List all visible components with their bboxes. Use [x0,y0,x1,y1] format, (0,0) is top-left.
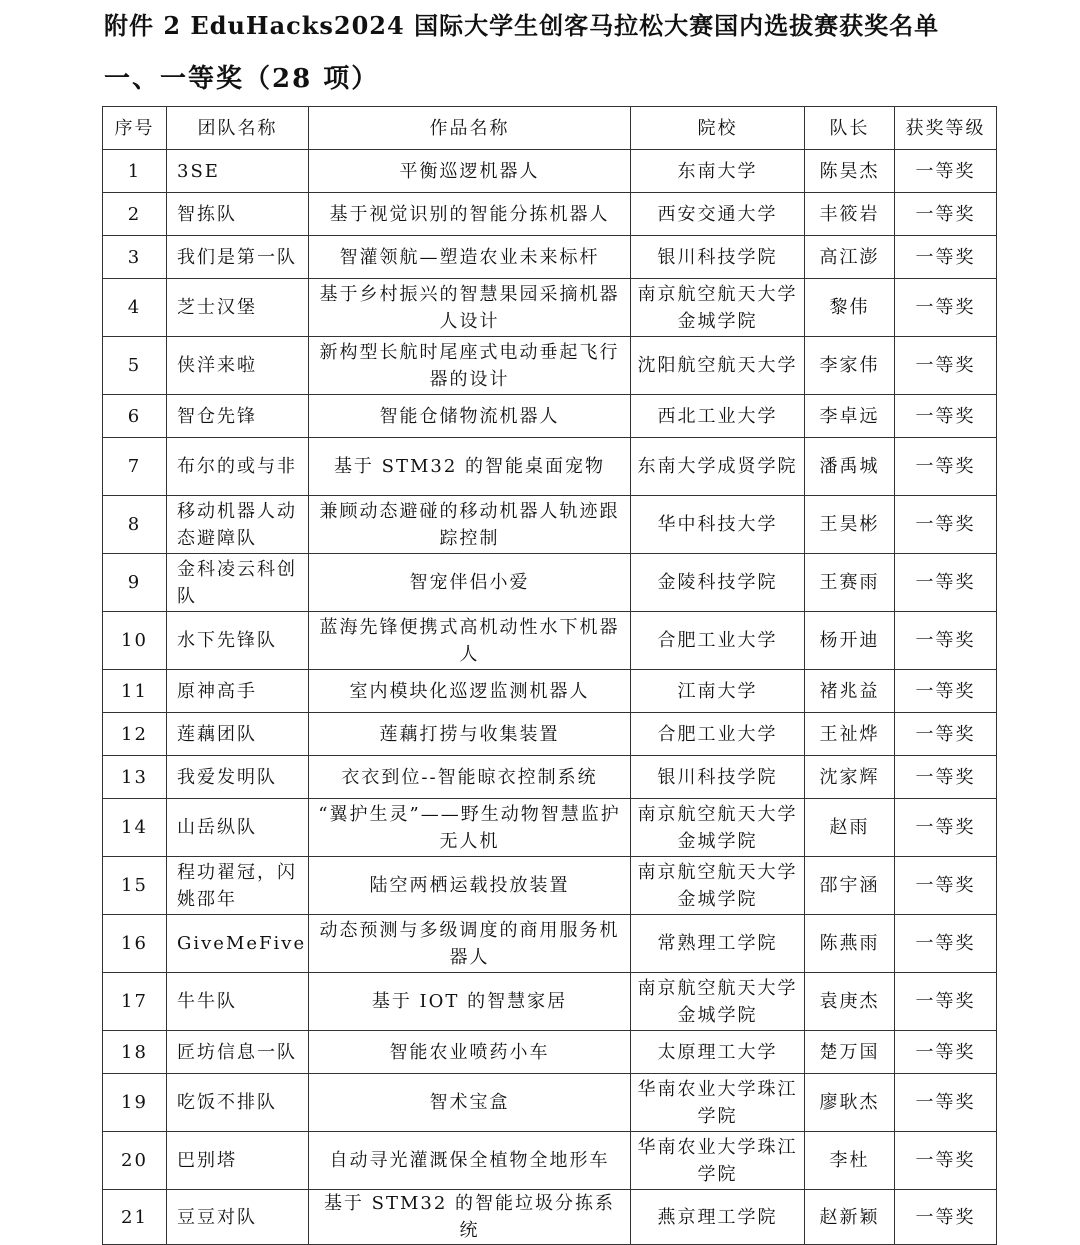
table-row [103,612,997,670]
cell-captain: 廖耿杰 [805,1074,895,1132]
cell-seq: 2 [103,193,167,236]
cell-seq: 10 [103,612,167,670]
cell-captain: 王赛雨 [805,554,895,612]
table-row [103,337,997,395]
table-row [103,193,997,236]
cell-school: 合肥工业大学 [631,713,805,756]
cell-award: 一等奖 [895,1031,997,1074]
cell-captain: 李杜 [805,1132,895,1190]
cell-school: 西安交通大学 [631,193,805,236]
cell-captain: 袁庚杰 [805,973,895,1031]
header-work: 作品名称 [309,107,631,150]
cell-team: 程功翟冠，闪姚邵年 [167,857,309,915]
cell-award: 一等奖 [895,612,997,670]
table-row [103,150,997,193]
cell-seq: 9 [103,554,167,612]
cell-seq: 6 [103,395,167,438]
cell-work: 莲藕打捞与收集装置 [309,713,631,756]
header-award: 获奖等级 [895,107,997,150]
cell-captain: 潘禹城 [805,438,895,496]
cell-work: 陆空两栖运载投放装置 [309,857,631,915]
table-row [103,915,997,973]
cell-award: 一等奖 [895,857,997,915]
table-row [103,438,997,496]
table-row [103,670,997,713]
cell-award: 一等奖 [895,554,997,612]
table-row [103,1074,997,1132]
cell-work: 衣衣到位--智能晾衣控制系统 [309,756,631,799]
cell-team: 芝士汉堡 [167,279,309,337]
cell-team: 智仓先锋 [167,395,309,438]
cell-captain: 赵新颖 [805,1190,895,1245]
table-row [103,1031,997,1074]
cell-seq: 20 [103,1132,167,1190]
cell-work: 蓝海先锋便携式高机动性水下机器人 [309,612,631,670]
table-row [103,236,997,279]
cell-seq: 5 [103,337,167,395]
award-table [102,106,997,1245]
table-row [103,1132,997,1190]
cell-award: 一等奖 [895,1132,997,1190]
cell-team: 吃饭不排队 [167,1074,309,1132]
cell-work: 室内模块化巡逻监测机器人 [309,670,631,713]
table-row [103,973,997,1031]
cell-seq: 12 [103,713,167,756]
cell-school: 东南大学成贤学院 [631,438,805,496]
cell-work: 兼顾动态避碰的移动机器人轨迹跟踪控制 [309,496,631,554]
cell-school: 银川科技学院 [631,236,805,279]
cell-team: 侠洋来啦 [167,337,309,395]
cell-school: 东南大学 [631,150,805,193]
cell-captain: 陈昊杰 [805,150,895,193]
cell-award: 一等奖 [895,973,997,1031]
cell-team: GiveMeFive [167,915,309,973]
cell-seq: 7 [103,438,167,496]
cell-award: 一等奖 [895,713,997,756]
cell-captain: 邵宇涵 [805,857,895,915]
cell-work: 新构型长航时尾座式电动垂起飞行器的设计 [309,337,631,395]
cell-award: 一等奖 [895,337,997,395]
cell-seq: 8 [103,496,167,554]
cell-award: 一等奖 [895,1074,997,1132]
cell-team: 巴别塔 [167,1132,309,1190]
header-school: 院校 [631,107,805,150]
cell-work: 基于 STM32 的智能桌面宠物 [309,438,631,496]
cell-team: 莲藕团队 [167,713,309,756]
header-team: 团队名称 [167,107,309,150]
cell-captain: 黎伟 [805,279,895,337]
cell-team: 3SE [167,150,309,193]
table-row [103,1190,997,1245]
cell-captain: 陈燕雨 [805,915,895,973]
cell-seq: 16 [103,915,167,973]
cell-captain: 王祉烨 [805,713,895,756]
table-header-row [103,107,997,150]
cell-captain: 杨开迪 [805,612,895,670]
cell-award: 一等奖 [895,756,997,799]
cell-school: 西北工业大学 [631,395,805,438]
cell-school: 燕京理工学院 [631,1190,805,1245]
cell-team: 移动机器人动态避障队 [167,496,309,554]
cell-award: 一等奖 [895,395,997,438]
cell-seq: 18 [103,1031,167,1074]
cell-award: 一等奖 [895,193,997,236]
table-row [103,756,997,799]
cell-work: 基于 STM32 的智能垃圾分拣系统 [309,1190,631,1245]
cell-seq: 13 [103,756,167,799]
cell-captain: 高江澎 [805,236,895,279]
cell-team: 金科凌云科创队 [167,554,309,612]
cell-school: 华南农业大学珠江学院 [631,1132,805,1190]
cell-work: 智灌领航—塑造农业未来标杆 [309,236,631,279]
cell-team: 牛牛队 [167,973,309,1031]
cell-seq: 3 [103,236,167,279]
cell-work: 平衡巡逻机器人 [309,150,631,193]
table-row [103,857,997,915]
cell-captain: 楚万国 [805,1031,895,1074]
cell-seq: 11 [103,670,167,713]
cell-work: 基于视觉识别的智能分拣机器人 [309,193,631,236]
cell-seq: 21 [103,1190,167,1245]
cell-team: 水下先锋队 [167,612,309,670]
cell-seq: 17 [103,973,167,1031]
cell-award: 一等奖 [895,1190,997,1245]
cell-award: 一等奖 [895,279,997,337]
cell-work: “翼护生灵”——野生动物智慧监护无人机 [309,799,631,857]
cell-work: 动态预测与多级调度的商用服务机器人 [309,915,631,973]
cell-school: 华南农业大学珠江学院 [631,1074,805,1132]
header-seq: 序号 [103,107,167,150]
cell-seq: 14 [103,799,167,857]
table-row [103,279,997,337]
cell-work: 智能农业喷药小车 [309,1031,631,1074]
cell-school: 沈阳航空航天大学 [631,337,805,395]
cell-work: 智术宝盒 [309,1074,631,1132]
table-row [103,395,997,438]
cell-award: 一等奖 [895,496,997,554]
header-captain: 队长 [805,107,895,150]
cell-work: 基于乡村振兴的智慧果园采摘机器人设计 [309,279,631,337]
cell-team: 山岳纵队 [167,799,309,857]
cell-captain: 褚兆益 [805,670,895,713]
cell-seq: 15 [103,857,167,915]
cell-seq: 4 [103,279,167,337]
cell-school: 南京航空航天大学金城学院 [631,279,805,337]
cell-team: 我爱发明队 [167,756,309,799]
cell-team: 智拣队 [167,193,309,236]
document-title: 附件 2 EduHacks2024 国际大学生创客马拉松大赛国内选拔赛获奖名单 [104,11,940,40]
cell-team: 豆豆对队 [167,1190,309,1245]
cell-seq: 1 [103,150,167,193]
cell-captain: 沈家辉 [805,756,895,799]
cell-award: 一等奖 [895,670,997,713]
cell-captain: 赵雨 [805,799,895,857]
cell-work: 智能仓储物流机器人 [309,395,631,438]
cell-work: 自动寻光灌溉保全植物全地形车 [309,1132,631,1190]
cell-school: 华中科技大学 [631,496,805,554]
cell-school: 常熟理工学院 [631,915,805,973]
cell-captain: 李家伟 [805,337,895,395]
cell-school: 南京航空航天大学金城学院 [631,857,805,915]
cell-school: 银川科技学院 [631,756,805,799]
cell-captain: 李卓远 [805,395,895,438]
cell-school: 江南大学 [631,670,805,713]
cell-award: 一等奖 [895,236,997,279]
cell-award: 一等奖 [895,438,997,496]
cell-school: 合肥工业大学 [631,612,805,670]
cell-team: 布尔的或与非 [167,438,309,496]
cell-work: 基于 IOT 的智慧家居 [309,973,631,1031]
section-heading: 一、一等奖（28 项） [104,64,380,94]
cell-team: 原神高手 [167,670,309,713]
cell-award: 一等奖 [895,150,997,193]
table-row [103,496,997,554]
cell-team: 我们是第一队 [167,236,309,279]
cell-school: 太原理工大学 [631,1031,805,1074]
cell-school: 南京航空航天大学金城学院 [631,799,805,857]
cell-captain: 王昊彬 [805,496,895,554]
cell-school: 南京航空航天大学金城学院 [631,973,805,1031]
table-row [103,554,997,612]
table-row [103,713,997,756]
cell-work: 智宠伴侣小爱 [309,554,631,612]
cell-seq: 19 [103,1074,167,1132]
cell-school: 金陵科技学院 [631,554,805,612]
cell-award: 一等奖 [895,799,997,857]
cell-award: 一等奖 [895,915,997,973]
table-row [103,799,997,857]
cell-captain: 丰筱岩 [805,193,895,236]
cell-team: 匠坊信息一队 [167,1031,309,1074]
